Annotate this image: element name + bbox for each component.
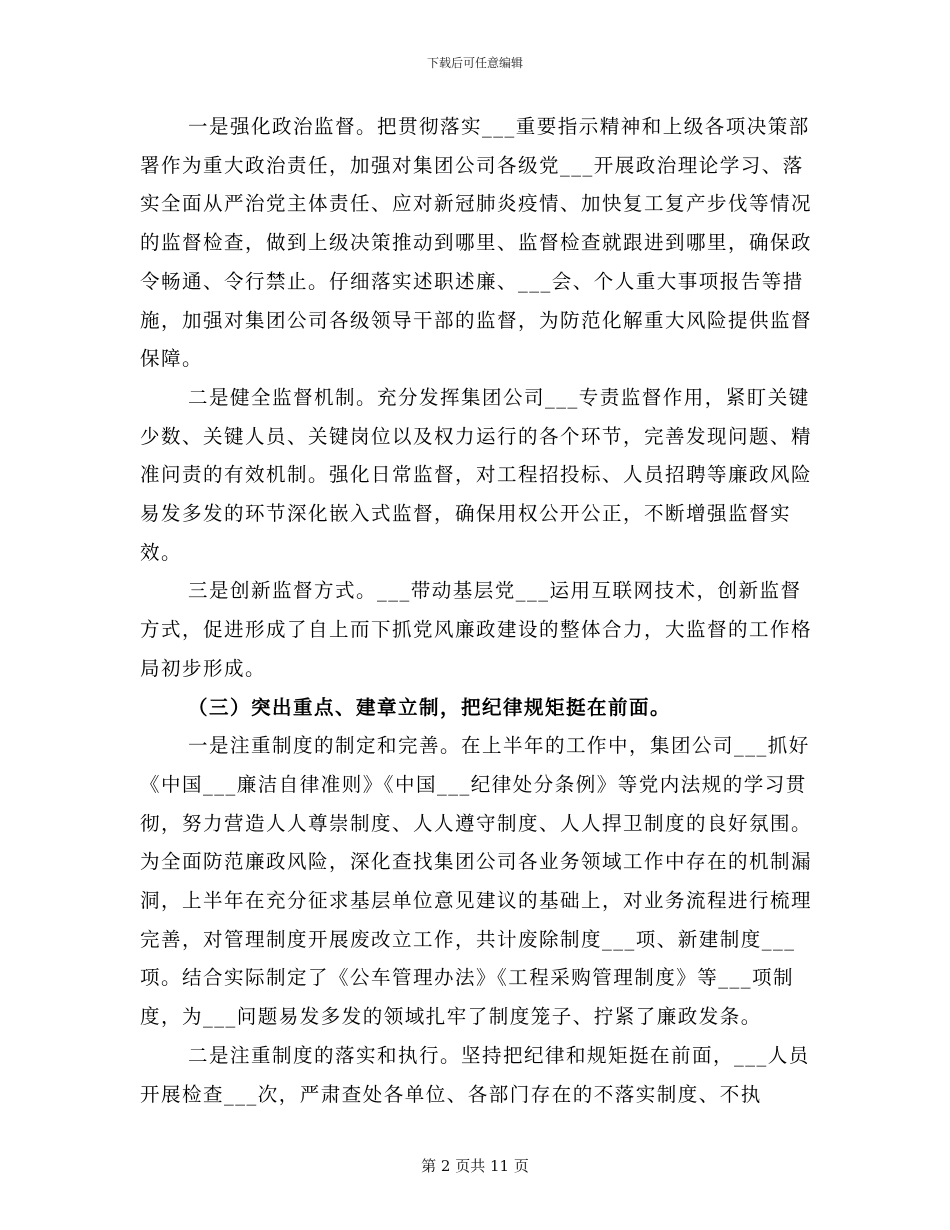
section-heading: （三）突出重点、建章立制，把纪律规矩挺在前面。 [188,695,672,719]
page-header: 下载后可任意编辑 [426,56,523,70]
paragraph-supervision-mechanism: 二是健全监督机制。充分发挥集团公司___专责监督作用，紧盯关键少数、关键人员、关键岗位以及权力运行的各个环节，完善发现问题、精准问责的有效机制。强化日常监督，对工程招投标、人员招聘等廉政风险易发多发的环节深化嵌入式监督，确保用权公开公正，不断增强监督实效。 [140,385,813,564]
paragraph-system-implementation: 二是注重制度的落实和执行。坚持把纪律和规矩挺在前面，___人员开展检查___次，严肃查处各单位、各部门存在的不落实制度、不执 [140,1043,810,1106]
paragraph-supervision-innovation: 三是创新监督方式。___带动基层党___运用互联网技术，创新监督方式，促进形成了自上而下抓党风廉政建设的整体合力，大监督的工作格局初步形成。 [140,579,813,680]
paragraph-political-supervision: 一是强化政治监督。把贯彻落实___重要指示精神和上级各项决策部署作为重大政治责任，加强对集团公司各级党___开展政治理论学习、落实全面从严治党主体责任、应对新冠肺炎疫情、加快复工复产步伐等情况的监督检查，做到上级决策推动到哪里、监督检查就跟进到哪里，确保政令畅通、令行禁止。仔细落实述职述廉、___会、个人重大事项报告等措施，加强对集团公司各级领导干部的监督，为防范化解重大风险提供监督保障。 [140,115,813,371]
document-body [140,108,820,1114]
paragraph-system-formulation: 一是注重制度的制定和完善。在上半年的工作中，集团公司___抓好《中国___廉洁自律准则》《中国___纪律处分条例》等党内法规的学习贯彻，努力营造人人尊崇制度、人人遵守制度、人人捍卫制度的良好氛围。为全面防范廉政风险，深化查找集团公司各业务领域工作中存在的机制漏洞，上半年在充分征求基层单位意见建议的基础上，对业务流程进行梳理完善，对管理制度开展废改立工作，共计废除制度___项、新建制度___项。结合实际制定了《公车管理办法》《工程采购管理制度》等___项制度，为___问题易发多发的领域扎牢了制度笼子、拧紧了廉政发条。 [140,734,813,1029]
page-number: 第 2 页共 11 页 [421,1157,529,1175]
